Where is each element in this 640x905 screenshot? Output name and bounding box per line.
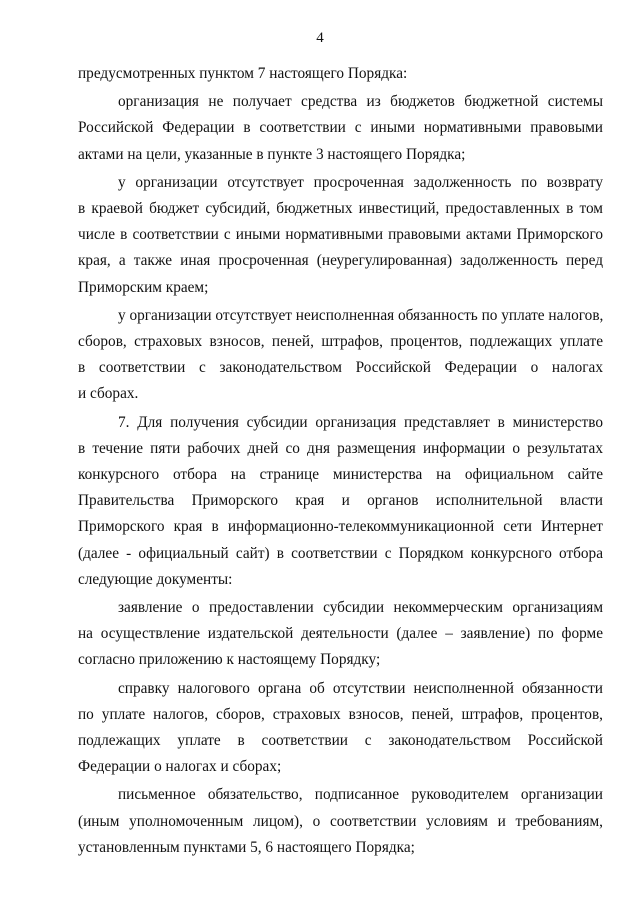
text-line: предусмотренных пунктом 7 настоящего Порядка: <box>78 65 408 82</box>
text-line: актами на цели, указанные в пункте 3 настоящего Порядка; <box>78 145 466 163</box>
text-line: у организации отсутствует просроченная задолженность по возврату <box>118 173 603 191</box>
text-line: по уплате налогов, сборов, страховых взносов, пеней, штрафов, процентов, <box>78 705 603 723</box>
text-line: Приморским краем; <box>78 278 209 296</box>
text-line: справку налогового органа об отсутствии неисполненной обязанности <box>118 679 603 697</box>
text-line: следующие документы: <box>78 570 233 588</box>
paragraph <box>78 89 603 168</box>
text-line: письменное обязательство, подписанное руководителем организации <box>118 786 603 804</box>
document-body <box>78 61 603 861</box>
paragraph <box>78 170 603 301</box>
text-line: Российской Федерации в соответствии с иными нормативными правовыми <box>78 119 603 137</box>
text-line: у организации отсутствует неисполненная обязанность по уплате налогов, <box>118 306 604 324</box>
paragraph <box>78 61 603 87</box>
paragraph <box>78 782 603 861</box>
text-line: на осуществление издательской деятельности (далее – заявление) по форме <box>78 625 603 643</box>
text-line: подлежащих уплате в соответствии с законодательством Российской <box>78 732 603 750</box>
text-line: заявление о предоставлении субсидии некоммерческим организациям <box>118 599 603 617</box>
paragraph <box>78 303 603 408</box>
text-line: числе в соответствии с иными нормативными правовыми актами Приморского <box>78 226 603 244</box>
text-line: в соответствии с законодательством Российской Федерации о налогах <box>78 359 603 377</box>
text-line: Федерации о налогах и сборах; <box>78 758 282 776</box>
page-number: 4 <box>316 30 324 46</box>
text-line: Правительства Приморского края и органов исполнительной власти <box>78 492 603 510</box>
text-line: организация не получает средства из бюджетов бюджетной системы <box>118 93 603 111</box>
text-line: установленным пунктами 5, 6 настоящего Порядка; <box>78 838 415 856</box>
text-line: и сборах. <box>78 385 139 403</box>
text-line: края, а также иная просроченная (неурегулированная) задолженность перед <box>78 252 603 270</box>
text-line: в краевой бюджет субсидий, бюджетных инвестиций, предоставленных в том <box>78 200 603 218</box>
text-line: сборов, страховых взносов, пеней, штрафов, процентов, подлежащих уплате <box>78 333 603 351</box>
text-line: конкурсного отбора на странице министерства на официальном сайте <box>78 466 603 484</box>
text-line: 7. Для получения субсидии организация представляет в министерство <box>118 413 603 431</box>
text-line: (иным уполномоченным лицом), о соответствии условиям и требованиям, <box>78 812 603 830</box>
paragraph <box>78 595 603 674</box>
paragraph <box>78 410 603 593</box>
text-line: согласно приложению к настоящему Порядку; <box>78 651 381 669</box>
text-line: в течение пяти рабочих дней со дня размещения информации о результатах <box>78 439 603 457</box>
text-line: (далее - официальный сайт) в соответствии с Порядком конкурсного отбора <box>78 544 603 562</box>
text-line: Приморского края в информационно-телекоммуникационной сети Интернет <box>78 518 603 536</box>
paragraph <box>78 676 603 781</box>
